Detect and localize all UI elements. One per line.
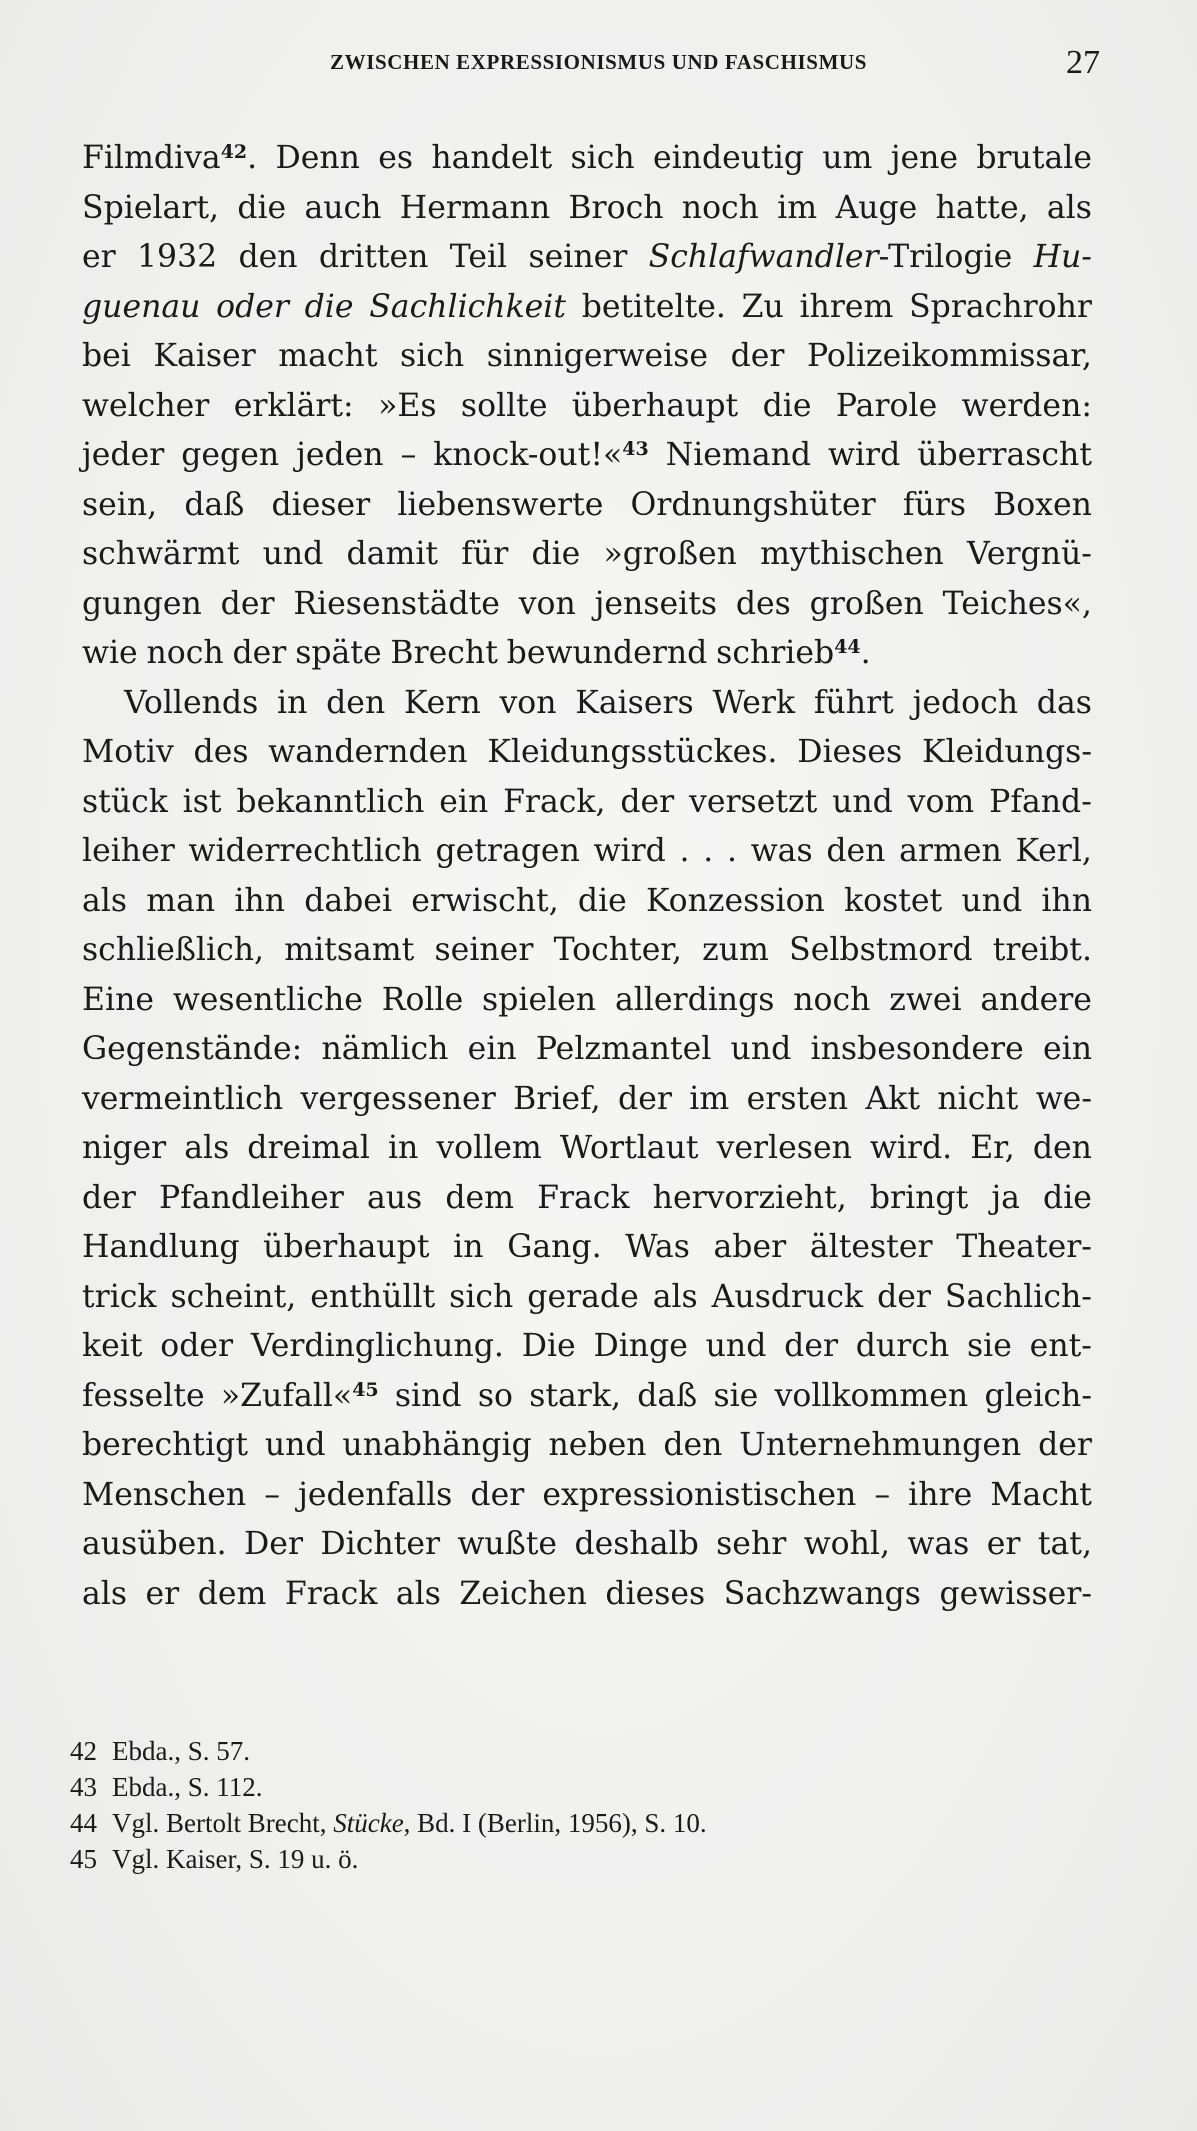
text-line: leiher widerrechtlich getragen wird . . . was den armen Kerl, [82,833,1092,869]
footnote-number: 43 [70,1772,97,1802]
running-title: ZWISCHEN EXPRESSIONISMUS UND FASCHISMUS [330,50,868,74]
text-line: er 1932 den dritten Teil seiner Schlafwandler-Trilogie Hu- [82,239,1092,275]
footnote-marker: 45 [352,1378,379,1401]
footnote-text: Vgl. Bertolt Brecht, Stücke, Bd. I (Berlin, 1956), S. 10. [112,1808,707,1838]
text-line: guenau oder die Sachlichkeit betitelte. Zu ihrem Sprachrohr [82,288,1092,325]
footnote [70,1841,970,1877]
text-line: als er dem Frack als Zeichen dieses Sachzwangs gewisser- [82,1575,1092,1612]
text-line: berechtigt und unabhängig neben den Unternehmungen der [82,1427,1092,1463]
text-line: niger als dreimal in vollem Wortlaut verlesen wird. Er, den [82,1130,1092,1166]
running-head [330,44,1100,84]
text-line: Vollends in den Kern von Kaisers Werk führt jedoch das [124,684,1092,721]
footnote [70,1769,970,1805]
text-line: Menschen – jedenfalls der expressionistischen – ihre Macht [82,1476,1092,1513]
text-line: bei Kaiser macht sich sinnigerweise der Polizeikommissar, [82,338,1092,374]
text-line: Eine wesentliche Rolle spielen allerdings noch zwei andere [82,981,1092,1018]
footnote-marker: 44 [834,636,861,658]
text-line: wie noch der späte Brecht bewundernd schrieb$^{44}$. [82,635,871,671]
footnote [70,1733,970,1769]
text-line: als man ihn dabei erwischt, die Konzession kostet und ihn [82,882,1092,919]
text-line: Spielart, die auch Hermann Broch noch im Auge hatte, als [82,189,1092,226]
text-line: der Pfandleiher aus dem Frack hervorzieht, bringt ja die [82,1179,1092,1216]
text-line: keit oder Verdinglichung. Die Dinge und der durch sie ent- [82,1328,1092,1364]
text-line: schwärmt und damit für die »großen mythischen Vergnü- [82,536,1092,572]
text-line: fesselte »Zufall«$^{45}$ sind so stark, daß sie vollkommen gleich- [82,1377,1092,1414]
text-line: jeder gegen jeden – knock-out!«$^{43}$ Niemand wird überrascht [82,437,1092,473]
footnote-number: 42 [70,1736,97,1766]
text-line: schließlich, mitsamt seiner Tochter, zum Selbstmord treibt. [82,932,1092,968]
footnote [70,1805,970,1841]
text-line: stück ist bekanntlich ein Frack, der versetzt und vom Pfand- [82,783,1092,820]
footnote-text: Vgl. Kaiser, S. 19 u. ö. [112,1844,359,1874]
text-line: gungen der Riesenstädte von jenseits des großen Teiches«, [82,585,1092,622]
text-line: ausüben. Der Dichter wußte deshalb sehr wohl, was er tat, [82,1526,1092,1562]
text-line: welcher erklärt: »Es sollte überhaupt die Parole werden: [82,387,1092,424]
footnote-number: 44 [70,1808,97,1838]
text-line: Handlung überhaupt in Gang. Was aber ältester Theater- [82,1229,1092,1265]
footnote-text: Ebda., S. 57. [112,1736,250,1766]
page-number: 27 [1066,44,1100,81]
footnote-text: Ebda., S. 112. [112,1772,263,1802]
footnote-marker: 43 [622,438,649,460]
text-line: vermeintlich vergessener Brief, der im ersten Akt nicht we- [82,1080,1092,1117]
footnote-number: 45 [70,1844,97,1874]
text-line: Gegenstände: nämlich ein Pelzmantel und insbesondere ein [82,1031,1092,1067]
footnotes [70,1733,970,1877]
text-line: Motiv des wandernden Kleidungsstückes. Dieses Kleidungs- [82,734,1092,770]
text-line: trick scheint, enthüllt sich gerade als Ausdruck der Sachlich- [82,1278,1092,1315]
text-line: Filmdiva$^{42}$. Denn es handelt sich eindeutig um jene brutale [82,140,1092,176]
body-text [82,134,1092,1619]
footnote-marker: 42 [220,141,248,163]
text-line: sein, daß dieser liebenswerte Ordnungshüter fürs Boxen [82,486,1092,523]
